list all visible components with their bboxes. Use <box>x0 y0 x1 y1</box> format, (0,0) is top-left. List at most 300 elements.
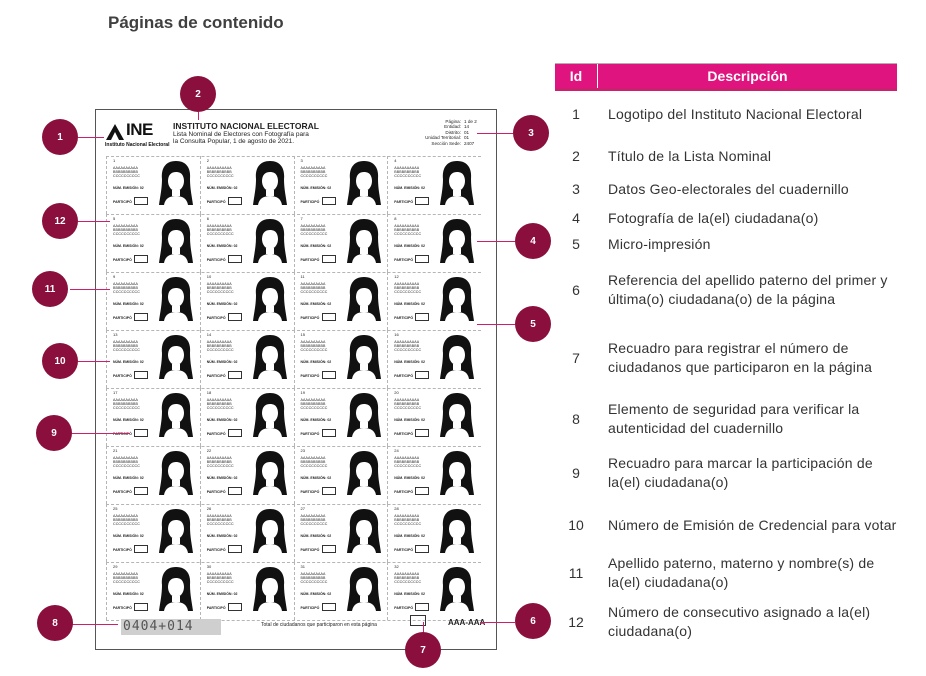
citizen-photo-icon <box>253 449 287 497</box>
consecutive-number: 19 <box>300 390 305 395</box>
row-description: Logotipo del Instituto Nacional Electoral <box>608 105 863 122</box>
leader-12 <box>78 221 110 222</box>
citizen-cell <box>106 214 199 272</box>
participo-box[interactable] <box>415 429 429 437</box>
citizen-cell <box>387 156 480 214</box>
participo-box[interactable] <box>228 429 242 437</box>
name-line-materno: BBBBBBBBBB <box>394 286 420 290</box>
participo-label: PARTICIPÓ <box>394 316 414 320</box>
citizen-grid <box>106 156 481 620</box>
participo-box[interactable] <box>415 255 429 263</box>
participo-box[interactable] <box>322 603 336 611</box>
consecutive-number: 10 <box>206 274 212 279</box>
emission-number: NÚM. EMISIÓN: 02 <box>300 476 332 480</box>
name-line-materno: BBBBBBBBBB <box>394 402 420 406</box>
row-id: 6 <box>572 282 580 298</box>
row-id: 3 <box>572 181 580 197</box>
row-description: Número de consecutivo asignado a la(el) ciudadana(o) <box>608 604 871 639</box>
citizen-name <box>113 572 140 584</box>
name-line-paterno: AAAAAAAAAA <box>206 166 232 170</box>
row-id: 8 <box>572 411 580 427</box>
name-line-materno: BBBBBBBBBB <box>300 576 326 580</box>
row-description: Elemento de seguridad para verificar la autenticidad del cuadernillo <box>608 401 860 436</box>
name-line-paterno: AAAAAAAAAA <box>394 282 420 286</box>
citizen-photo-icon <box>253 333 287 381</box>
name-line-paterno: AAAAAAAAAA <box>394 456 420 460</box>
participo-box[interactable] <box>415 545 429 553</box>
total-participants-label: Total de ciudadanos que participaron en esta página <box>261 622 377 628</box>
geo-row <box>425 141 478 146</box>
citizen-name <box>394 340 421 352</box>
consecutive-number: 9 <box>113 274 116 279</box>
citizen-cell <box>294 330 387 388</box>
citizen-cell <box>200 272 293 330</box>
name-line-nombre: CCCCCCCCCC <box>300 290 328 294</box>
citizen-cell <box>294 504 387 562</box>
name-line-materno: BBBBBBBBBB <box>113 170 138 174</box>
name-line-paterno: AAAAAAAAAA <box>113 340 138 344</box>
participo-box[interactable] <box>134 545 148 553</box>
name-line-materno: BBBBBBBBBB <box>300 460 326 464</box>
name-line-paterno: AAAAAAAAAA <box>206 340 232 344</box>
name-line-materno: BBBBBBBBBB <box>206 402 232 406</box>
name-line-nombre: CCCCCCCCCC <box>206 464 234 468</box>
citizen-name <box>301 166 328 178</box>
citizen-name <box>207 224 234 236</box>
row-description: Número de Emisión de Credencial para votar <box>608 516 897 533</box>
name-line-materno: BBBBBBBBBB <box>394 344 420 348</box>
citizen-name <box>301 398 328 410</box>
consecutive-number: 27 <box>300 506 305 511</box>
table-row <box>555 140 897 172</box>
table-row <box>555 445 897 501</box>
citizen-name <box>301 456 328 468</box>
row-description: Fotografía de la(el) ciudadana(o) <box>608 209 819 226</box>
name-line-nombre: CCCCCCCCCC <box>300 464 328 468</box>
citizen-photo-icon <box>159 507 193 555</box>
emission-number: NÚM. EMISIÓN: 02 <box>300 244 332 248</box>
name-line-materno: BBBBBBBBBB <box>113 228 138 232</box>
name-line-materno: BBBBBBBBBB <box>394 170 420 174</box>
citizen-photo-icon <box>159 333 193 381</box>
consecutive-number: 8 <box>394 216 397 221</box>
emission-number: NÚM. EMISIÓN: 02 <box>300 418 332 422</box>
emission-number: NÚM. EMISIÓN: 02 <box>300 592 332 596</box>
participo-box[interactable] <box>134 197 148 205</box>
participo-box[interactable] <box>134 255 148 263</box>
consecutive-number: 11 <box>300 274 305 279</box>
citizen-cell <box>200 504 293 562</box>
name-line-materno: BBBBBBBBBB <box>394 518 420 522</box>
citizen-photo-icon <box>159 159 193 207</box>
row-description: Recuadro para marcar la participación de la(el) ciudadana(o) <box>608 455 873 490</box>
name-line-materno: BBBBBBBBBB <box>300 402 326 406</box>
participo-label: PARTICIPÓ <box>394 606 414 610</box>
participo-label: PARTICIPÓ <box>300 374 320 378</box>
participo-label: PARTICIPÓ <box>394 432 414 436</box>
name-line-materno: BBBBBBBBBB <box>394 460 420 464</box>
participo-box[interactable] <box>415 313 429 321</box>
name-line-paterno: AAAAAAAAAA <box>394 572 420 576</box>
list-title <box>173 122 319 145</box>
consecutive-number: 25 <box>113 506 118 511</box>
name-line-paterno: AAAAAAAAAA <box>300 224 326 228</box>
participo-box[interactable] <box>228 313 242 321</box>
name-line-nombre: CCCCCCCCCC <box>394 232 422 236</box>
emission-number: NÚM. EMISIÓN: 02 <box>394 592 425 596</box>
citizen-cell <box>387 214 480 272</box>
participo-box[interactable] <box>322 255 336 263</box>
citizen-name <box>207 514 234 526</box>
citizen-name <box>207 340 234 352</box>
header-description: Descripción <box>597 64 897 88</box>
name-line-paterno: AAAAAAAAAA <box>300 398 326 402</box>
citizen-name <box>301 514 328 526</box>
participo-box[interactable] <box>134 313 148 321</box>
emission-number: NÚM. EMISIÓN: 02 <box>113 186 144 190</box>
citizen-cell <box>106 330 199 388</box>
citizen-cell <box>200 330 293 388</box>
list-title-line2: Lista Nominal de Electores con Fotografía para <box>173 131 309 138</box>
header-id: Id <box>555 64 597 88</box>
consecutive-number: 6 <box>206 216 209 221</box>
name-line-materno: BBBBBBBBBB <box>206 518 232 522</box>
participo-box[interactable] <box>322 429 336 437</box>
geo-value: 01 <box>464 135 470 141</box>
name-line-materno: BBBBBBBBBB <box>206 170 232 174</box>
citizen-name <box>301 282 328 294</box>
citizen-cell <box>387 562 480 620</box>
participo-box[interactable] <box>228 197 242 205</box>
callout-7: 7 <box>405 632 441 668</box>
citizen-cell <box>294 272 387 330</box>
emission-number: NÚM. EMISIÓN: 02 <box>206 244 238 248</box>
name-line-paterno: AAAAAAAAAA <box>300 282 326 286</box>
emission-number: NÚM. EMISIÓN: 02 <box>300 302 332 306</box>
name-line-paterno: AAAAAAAAAA <box>113 514 138 518</box>
consecutive-number: 2 <box>206 158 209 163</box>
citizen-photo-icon <box>440 565 474 613</box>
citizen-name <box>207 572 234 584</box>
name-line-nombre: CCCCCCCCCC <box>300 406 328 410</box>
citizen-name <box>113 224 140 236</box>
table-row <box>555 597 897 647</box>
geo-label: Sección Sede: <box>431 140 461 146</box>
citizen-photo-icon <box>440 217 474 265</box>
name-line-materno: BBBBBBBBBB <box>300 286 326 290</box>
emission-number: NÚM. EMISIÓN: 02 <box>394 244 425 248</box>
citizen-photo-icon <box>253 275 287 323</box>
name-line-materno: BBBBBBBBBB <box>206 344 232 348</box>
consecutive-number: 16 <box>394 332 399 337</box>
ine-logo-icon <box>104 122 126 140</box>
participo-label: PARTICIPÓ <box>206 606 226 610</box>
consecutive-number: 7 <box>300 216 303 221</box>
leader-2 <box>198 112 199 120</box>
name-line-paterno: AAAAAAAAAA <box>113 456 138 460</box>
name-line-materno: BBBBBBBBBB <box>113 518 138 522</box>
name-line-materno: BBBBBBBBBB <box>300 344 326 348</box>
participo-box[interactable] <box>322 545 336 553</box>
participo-label: PARTICIPÓ <box>206 258 226 262</box>
row-id: 12 <box>568 614 584 630</box>
callout-4: 4 <box>515 223 551 259</box>
row-id: 4 <box>572 210 580 226</box>
citizen-photo-icon <box>440 275 474 323</box>
name-line-nombre: CCCCCCCCCC <box>113 232 140 236</box>
security-element: 0404+014 <box>121 619 221 635</box>
citizen-photo-icon <box>253 565 287 613</box>
participo-box[interactable] <box>228 545 242 553</box>
participo-label: PARTICIPÓ <box>300 316 320 320</box>
participo-label: PARTICIPÓ <box>300 432 320 436</box>
name-line-materno: BBBBBBBBBB <box>300 228 326 232</box>
name-line-nombre: CCCCCCCCCC <box>300 580 328 584</box>
row-id: 2 <box>572 148 580 164</box>
citizen-photo-icon <box>347 159 381 207</box>
citizen-name <box>113 340 140 352</box>
participo-label: PARTICIPÓ <box>300 606 320 610</box>
participo-label: PARTICIPÓ <box>206 374 226 378</box>
emission-number: NÚM. EMISIÓN: 02 <box>206 534 238 538</box>
row-id: 7 <box>572 350 580 366</box>
row-description: Recuadro para registrar el número de ciudadanos que participaron en la página <box>608 340 873 375</box>
callout-6: 6 <box>515 603 551 639</box>
citizen-photo-icon <box>440 333 474 381</box>
name-line-nombre: CCCCCCCCCC <box>300 232 328 236</box>
leader-6 <box>480 622 515 623</box>
citizen-name <box>394 224 421 236</box>
citizen-cell <box>387 446 480 504</box>
participo-label: PARTICIPÓ <box>394 200 414 204</box>
participo-box[interactable] <box>228 487 242 495</box>
citizen-photo-icon <box>347 275 381 323</box>
citizen-photo-icon <box>159 565 193 613</box>
name-line-nombre: CCCCCCCCCC <box>394 406 422 410</box>
participo-box[interactable] <box>415 197 429 205</box>
emission-number: NÚM. EMISIÓN: 02 <box>206 476 238 480</box>
name-line-nombre: CCCCCCCCCC <box>394 174 422 178</box>
participo-box[interactable] <box>134 603 148 611</box>
name-line-nombre: CCCCCCCCCC <box>206 522 234 526</box>
name-line-nombre: CCCCCCCCCC <box>394 464 422 468</box>
participo-label: PARTICIPÓ <box>206 548 226 552</box>
citizen-cell <box>106 504 199 562</box>
citizen-photo-icon <box>347 391 381 439</box>
callout-2: 2 <box>180 76 216 112</box>
name-line-materno: BBBBBBBBBB <box>300 170 326 174</box>
name-line-paterno: AAAAAAAAAA <box>113 224 138 228</box>
name-line-paterno: AAAAAAAAAA <box>206 456 232 460</box>
participo-box[interactable] <box>415 371 429 379</box>
table-row <box>555 549 897 597</box>
participo-label: PARTICIPÓ <box>394 490 414 494</box>
row-id: 10 <box>568 517 584 533</box>
consecutive-number: 23 <box>300 448 305 453</box>
participo-label: PARTICIPÓ <box>113 490 132 494</box>
leader-4 <box>477 241 515 242</box>
table-row <box>555 323 897 393</box>
table-row <box>555 231 897 257</box>
name-line-paterno: AAAAAAAAAA <box>206 224 232 228</box>
name-line-paterno: AAAAAAAAAA <box>394 166 420 170</box>
citizen-name <box>394 166 421 178</box>
emission-number: NÚM. EMISIÓN: 02 <box>300 534 332 538</box>
table-header <box>555 63 897 91</box>
leader-9 <box>72 433 130 434</box>
participo-box[interactable] <box>415 487 429 495</box>
citizen-cell <box>294 214 387 272</box>
name-line-paterno: AAAAAAAAAA <box>300 166 326 170</box>
emission-number: NÚM. EMISIÓN: 02 <box>113 360 144 364</box>
ine-logo <box>104 120 168 150</box>
participo-box[interactable] <box>134 371 148 379</box>
geo-data <box>425 119 478 146</box>
name-line-nombre: CCCCCCCCCC <box>394 522 422 526</box>
citizen-photo-icon <box>159 275 193 323</box>
leader-11 <box>70 289 110 290</box>
consecutive-number: 32 <box>394 564 399 569</box>
emission-number: NÚM. EMISIÓN: 02 <box>394 302 425 306</box>
emission-number: NÚM. EMISIÓN: 02 <box>206 360 238 364</box>
emission-number: NÚM. EMISIÓN: 02 <box>113 476 144 480</box>
participo-label: PARTICIPÓ <box>113 200 132 204</box>
participo-label: PARTICIPÓ <box>113 316 132 320</box>
citizen-photo-icon <box>440 507 474 555</box>
citizen-photo-icon <box>159 449 193 497</box>
emission-number: NÚM. EMISIÓN: 02 <box>394 418 425 422</box>
citizen-name <box>207 456 234 468</box>
participo-label: PARTICIPÓ <box>206 200 226 204</box>
citizen-cell <box>106 272 199 330</box>
table-row <box>555 91 897 137</box>
citizen-photo-icon <box>253 391 287 439</box>
participo-label: PARTICIPÓ <box>206 316 226 320</box>
citizen-cell <box>106 156 199 214</box>
citizen-photo-icon <box>159 217 193 265</box>
citizen-cell <box>200 562 293 620</box>
name-line-nombre: CCCCCCCCCC <box>206 290 234 294</box>
name-line-paterno: AAAAAAAAAA <box>394 398 420 402</box>
ine-logo-sub: Instituto Nacional Electoral <box>105 142 170 148</box>
callout-12: 12 <box>42 203 78 239</box>
citizen-photo-icon <box>347 565 381 613</box>
name-line-nombre: CCCCCCCCCC <box>113 406 140 410</box>
citizen-photo-icon <box>347 507 381 555</box>
participo-box[interactable] <box>228 255 242 263</box>
name-line-nombre: CCCCCCCCCC <box>394 290 422 294</box>
consecutive-number: 17 <box>113 390 118 395</box>
consecutive-number: 31 <box>300 564 305 569</box>
name-line-paterno: AAAAAAAAAA <box>206 398 232 402</box>
consecutive-number: 28 <box>394 506 399 511</box>
emission-number: NÚM. EMISIÓN: 02 <box>206 592 238 596</box>
participo-label: PARTICIPÓ <box>300 258 320 262</box>
citizen-cell <box>387 272 480 330</box>
name-line-paterno: AAAAAAAAAA <box>300 456 326 460</box>
geo-value: 1 de 2 <box>464 119 477 124</box>
participo-box[interactable] <box>322 197 336 205</box>
citizen-name <box>394 456 421 468</box>
leader-1 <box>78 137 104 138</box>
participo-box[interactable] <box>228 603 242 611</box>
citizen-name <box>394 282 421 294</box>
callout-9: 9 <box>36 415 72 451</box>
participo-label: PARTICIPÓ <box>300 548 320 552</box>
participo-label: PARTICIPÓ <box>394 258 414 262</box>
citizen-name <box>113 398 140 410</box>
participo-label: PARTICIPÓ <box>206 432 226 436</box>
citizen-cell <box>387 330 480 388</box>
consecutive-number: 24 <box>394 448 399 453</box>
name-line-paterno: AAAAAAAAAA <box>206 282 232 286</box>
emission-number: NÚM. EMISIÓN: 02 <box>113 534 144 538</box>
consecutive-number: 29 <box>113 564 118 569</box>
consecutive-number: 18 <box>206 390 212 395</box>
citizen-name <box>113 282 140 294</box>
citizen-cell <box>106 562 199 620</box>
name-line-paterno: AAAAAAAAAA <box>113 166 138 170</box>
callout-5: 5 <box>515 306 551 342</box>
name-line-materno: BBBBBBBBBB <box>206 228 232 232</box>
citizen-name <box>394 514 421 526</box>
name-line-nombre: CCCCCCCCCC <box>206 174 234 178</box>
geo-label: Unidad Territorial: <box>425 135 461 141</box>
name-line-paterno: AAAAAAAAAA <box>206 572 232 576</box>
citizen-cell <box>294 156 387 214</box>
citizen-photo-icon <box>347 217 381 265</box>
geo-label: Página: <box>445 119 461 124</box>
list-title-line1: INSTITUTO NACIONAL ELECTORAL <box>173 121 319 131</box>
citizen-cell <box>294 562 387 620</box>
name-line-paterno: AAAAAAAAAA <box>300 572 326 576</box>
citizen-cell <box>106 388 199 446</box>
consecutive-number: 13 <box>113 332 118 337</box>
citizen-cell <box>387 504 480 562</box>
name-line-materno: BBBBBBBBBB <box>113 286 138 290</box>
emission-number: NÚM. EMISIÓN: 02 <box>113 302 144 306</box>
citizen-photo-icon <box>440 159 474 207</box>
name-line-materno: BBBBBBBBBB <box>394 228 420 232</box>
participo-box[interactable] <box>134 487 148 495</box>
leader-10 <box>78 361 110 362</box>
citizen-name <box>113 166 140 178</box>
consecutive-number: 14 <box>206 332 212 337</box>
citizen-name <box>301 340 328 352</box>
citizen-name <box>207 398 234 410</box>
name-line-nombre: CCCCCCCCCC <box>300 174 328 178</box>
emission-number: NÚM. EMISIÓN: 02 <box>113 418 144 422</box>
emission-number: NÚM. EMISIÓN: 02 <box>300 360 332 364</box>
geo-value: 01 <box>464 129 470 135</box>
emission-number: NÚM. EMISIÓN: 02 <box>206 302 238 306</box>
citizen-name <box>113 514 140 526</box>
citizen-photo-icon <box>347 333 381 381</box>
row-id: 5 <box>572 236 580 252</box>
page-title: Páginas de contenido <box>108 13 284 32</box>
leader-3 <box>477 133 513 134</box>
participo-box[interactable] <box>415 603 429 611</box>
name-line-paterno: AAAAAAAAAA <box>300 514 326 518</box>
citizen-cell <box>200 388 293 446</box>
participo-box[interactable] <box>228 371 242 379</box>
participo-box[interactable] <box>322 487 336 495</box>
participo-box[interactable] <box>322 313 336 321</box>
participo-box[interactable] <box>322 371 336 379</box>
participo-box[interactable] <box>134 429 148 437</box>
name-line-nombre: CCCCCCCCCC <box>113 348 140 352</box>
participo-label: PARTICIPÓ <box>300 200 320 204</box>
